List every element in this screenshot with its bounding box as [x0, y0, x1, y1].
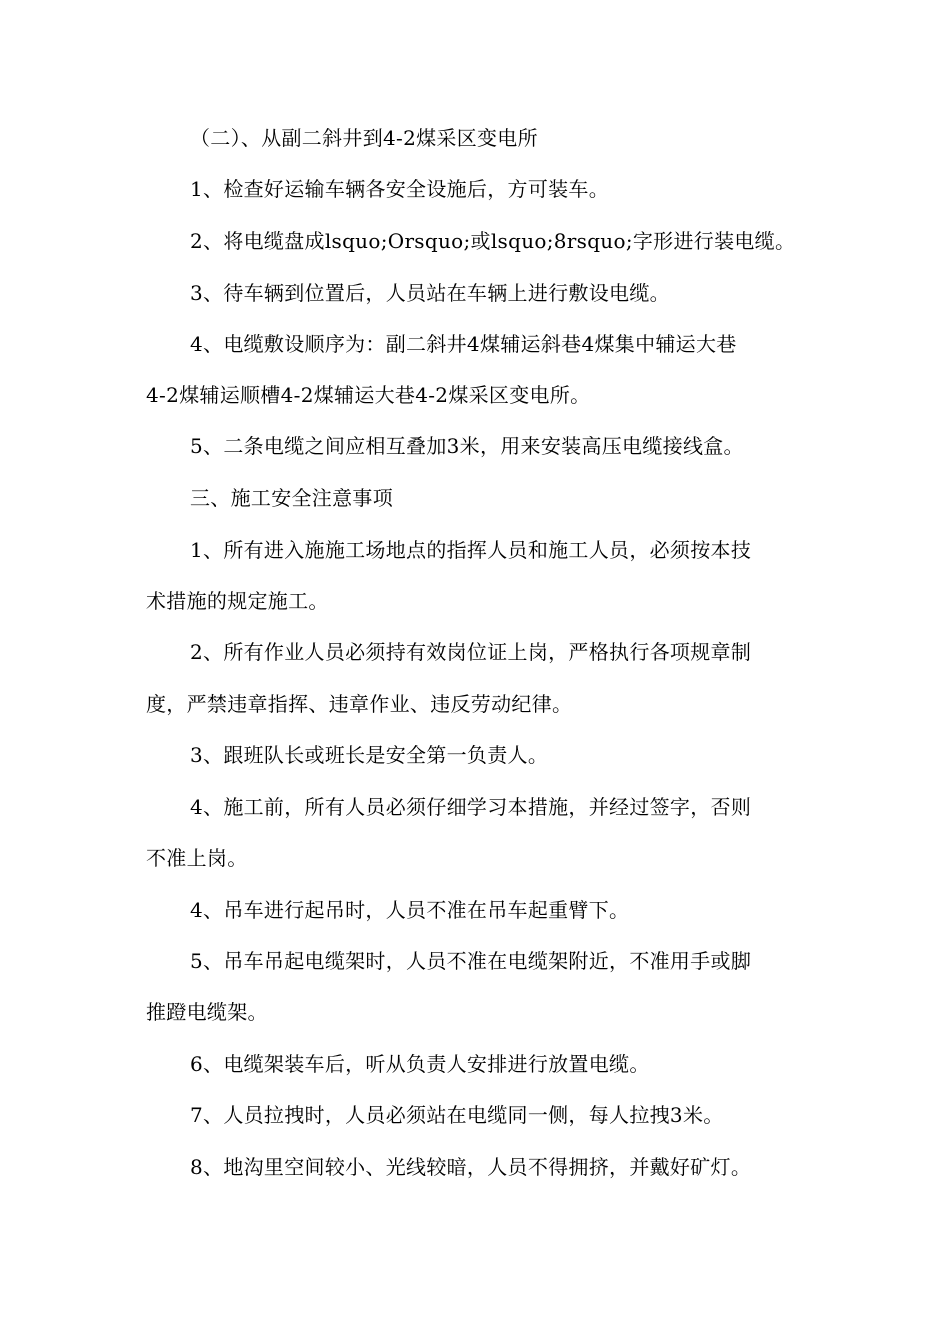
paragraph-line: 6、电缆架装车后，听从负责人安排进行放置电缆。	[190, 1052, 650, 1076]
paragraph-line: 1、所有进入施施工场地点的指挥人员和施工人员，必须按本技	[190, 538, 752, 562]
paragraph-line: 3、跟班队长或班长是安全第一负责人。	[190, 743, 549, 767]
paragraph-line: 3、待车辆到位置后，人员站在车辆上进行敷设电缆。	[190, 281, 670, 305]
paragraph-line: 推蹬电缆架。	[146, 1000, 268, 1024]
paragraph-line: 不准上岗。	[146, 846, 248, 870]
paragraph-line: 术措施的规定施工。	[146, 589, 329, 613]
paragraph-line: 8、地沟里空间较小、光线较暗，人员不得拥挤，并戴好矿灯。	[190, 1155, 752, 1179]
paragraph-line: 4-2煤辅运顺槽4-2煤辅运大巷4-2煤采区变电所。	[146, 383, 591, 407]
section-heading: 三、施工安全注意事项	[190, 486, 393, 510]
paragraph-line: 4、电缆敷设顺序为：副二斜井4煤辅运斜巷4煤集中辅运大巷	[190, 332, 737, 356]
paragraph-line: 7、人员拉拽时，人员必须站在电缆同一侧，每人拉拽3米。	[190, 1103, 724, 1127]
section-heading: （二）、从副二斜井到4-2煤采区变电所	[190, 126, 538, 150]
paragraph-line: 2、所有作业人员必须持有效岗位证上岗，严格执行各项规章制	[190, 640, 752, 664]
paragraph-line: 度，严禁违章指挥、违章作业、违反劳动纪律。	[146, 692, 573, 716]
paragraph-line: 1、检查好运输车辆各安全设施后，方可装车。	[190, 177, 610, 201]
paragraph-line: 2、将电缆盘成lsquo;Orsquo;或lsquo;8rsquo;字形进行装电缆。	[190, 229, 796, 253]
paragraph-line: 4、施工前，所有人员必须仔细学习本措施，并经过签字，否则	[190, 795, 752, 819]
paragraph-line: 5、二条电缆之间应相互叠加3米，用来安装高压电缆接线盒。	[190, 434, 744, 458]
paragraph-line: 4、吊车进行起吊时，人员不准在吊车起重臂下。	[190, 898, 630, 922]
paragraph-line: 5、吊车吊起电缆架时，人员不准在电缆架附近，不准用手或脚	[190, 949, 752, 973]
